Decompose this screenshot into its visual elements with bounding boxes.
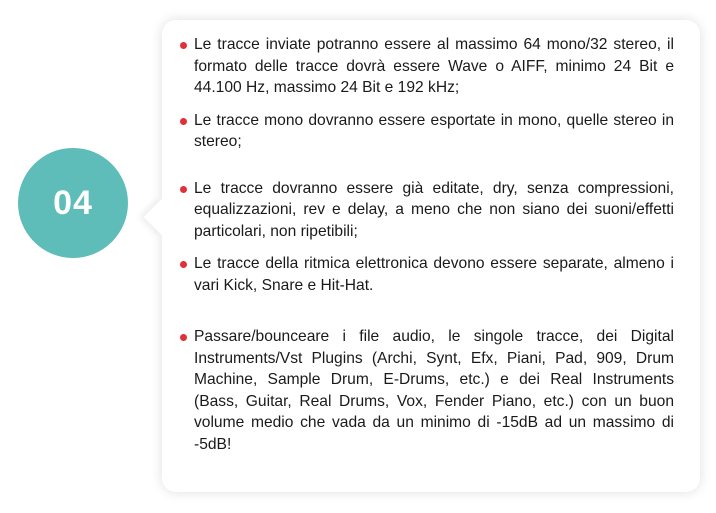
requirements-card xyxy=(162,20,700,492)
list-item-text: Le tracce mono dovranno essere esportate in mono, quelle stereo in stereo; xyxy=(194,111,674,150)
list-item xyxy=(180,178,674,243)
step-badge xyxy=(18,148,128,258)
requirements-list xyxy=(180,34,674,455)
list-item-text: Le tracce dovranno essere già editate, dry, senza compressioni, equalizzazioni, rev e delay, a meno che non siano dei suoni/effetti particolari, non ripetibili; xyxy=(194,179,674,240)
list-item xyxy=(180,34,674,99)
list-item xyxy=(180,253,674,296)
list-item-text: Le tracce della ritmica elettronica devono essere separate, almeno i vari Kick, Snare e Hit-Hat. xyxy=(194,255,674,294)
step-number: 04 xyxy=(53,183,93,222)
bullet-icon xyxy=(180,118,187,125)
list-item xyxy=(180,326,674,455)
list-item xyxy=(180,110,674,153)
bullet-icon xyxy=(180,334,187,341)
bullet-icon xyxy=(180,261,187,268)
list-item-text: Le tracce inviate potranno essere al massimo 64 mono/32 stereo, il formato delle tracce dovrà essere Wave o AIFF, minimo 24 Bit e 44.100 Hz, massimo 24 Bit e 192 kHz; xyxy=(194,36,674,96)
bullet-icon xyxy=(180,186,187,193)
list-item-text: Passare/bounceare i file audio, le singole tracce, dei Digital Instruments/Vst Plugins (Archi, Synt, Efx, Piani, Pad, 909, Drum Machine, Sample Drum, E-Drums, etc.) e dei Real Instruments (Bass, Guitar, Real Drums, Vox, Fender Piano, etc.) con un buon volume medio che vada da un minimo di -15dB ad un massimo di -5dB! xyxy=(194,328,674,453)
bullet-icon xyxy=(180,42,187,49)
